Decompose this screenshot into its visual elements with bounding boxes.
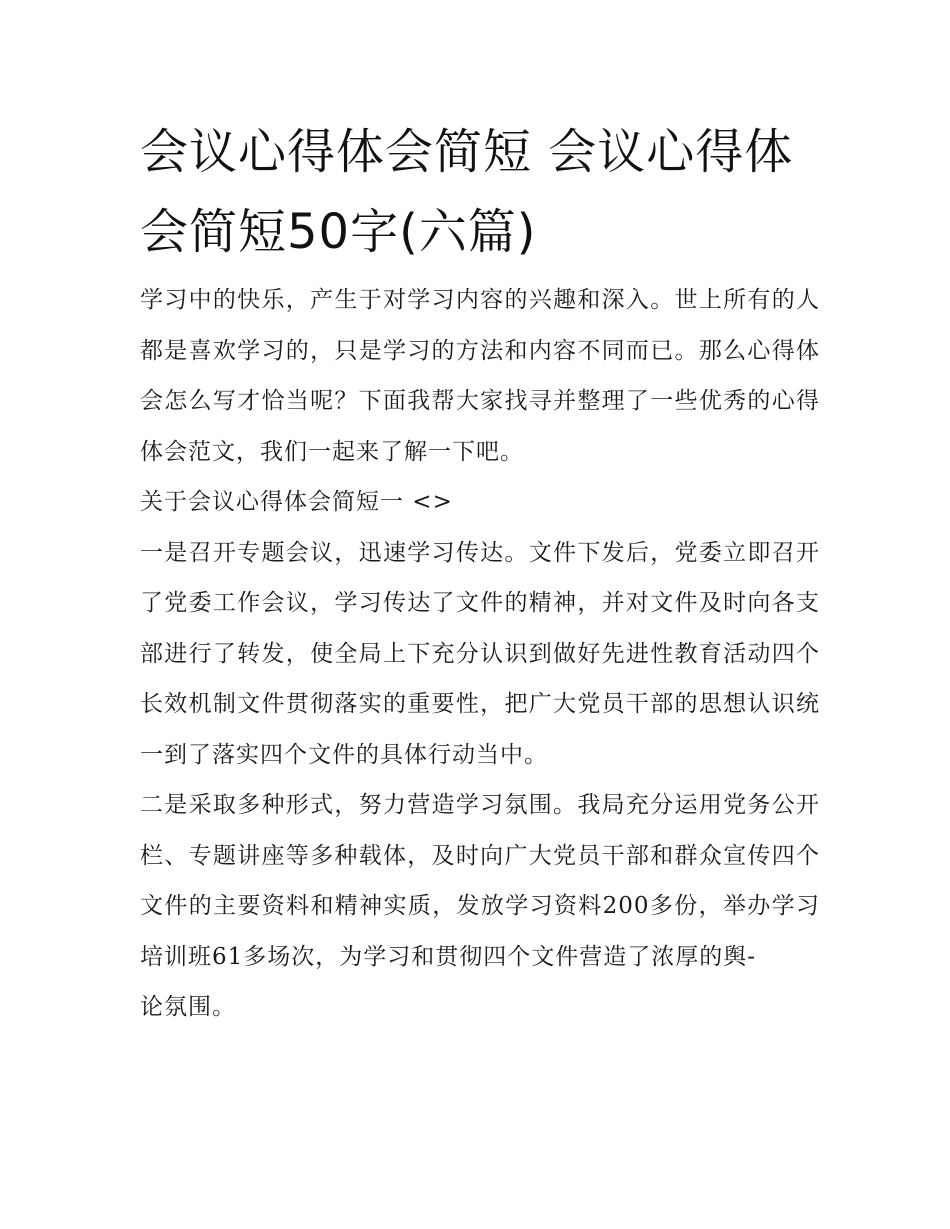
document-title: 会议心得体会简短 会议心得体会简短50字(六篇) xyxy=(140,124,794,260)
body-paragraph: 二是采取多种形式，努力营造学习氛围。我局充分运用党务公开栏、专题讲座等多种载体，及时向广大党员干部和群众宣传四个文件的主要资料和精神实质，发放学习资料200多份，举办学习培训班61多场次，为学习和贯彻四个文件营造了浓厚的舆- xyxy=(140,792,820,970)
body-paragraph: 一是召开专题会议，迅速学习传达。文件下发后，党委立即召开了党委工作会议，学习传达了文件的精神，并对文件及时向各支部进行了转发，使全局上下充分认识到做好先进性教育活动四个长效机制文件贯彻落实的重要性，把广大党员干部的思想认识统一到了落实四个文件的具体行动当中。 xyxy=(140,539,820,768)
body-paragraph: 论氛围。 xyxy=(140,994,236,1020)
section-heading: 关于会议心得体会简短一 <> xyxy=(140,489,453,515)
document-body xyxy=(140,275,820,1033)
intro-paragraph: 学习中的快乐，产生于对学习内容的兴趣和深入。世上所有的人都是喜欢学习的，只是学习的方法和内容不同而已。那么心得体会怎么写才恰当呢？下面我帮大家找寻并整理了一些优秀的心得体会范文，我们一起来了解一下吧。 xyxy=(140,287,820,465)
